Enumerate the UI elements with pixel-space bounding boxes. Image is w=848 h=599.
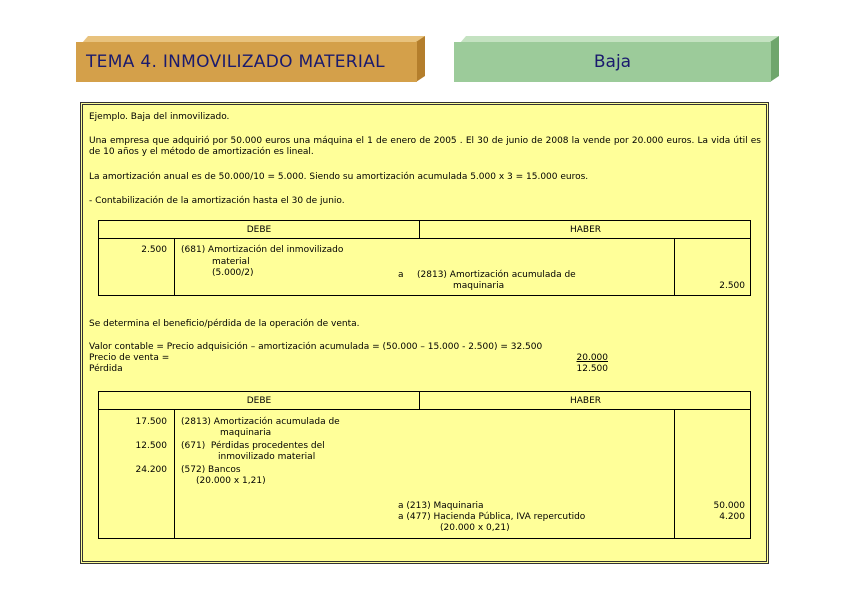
divider [674, 239, 675, 295]
debit-calc: (5.000/2) [212, 268, 254, 278]
intro-paragraph: Una empresa que adquirió por 50.000 euros una máquina el 1 de enero de 2005 . El 30 de junio de 2008 la vende por 20.000 euros. La vida útil es de 10 años y el método de amortización es lineal. [89, 136, 761, 157]
credit-account: a (477) Hacienda Pública, IVA repercutido [398, 512, 586, 522]
entry-caption: - Contabilización de la amortización hasta el 30 de junio. [89, 196, 345, 206]
debit-calc: (20.000 x 1,21) [196, 476, 266, 486]
credit-calc: (20.000 x 0,21) [440, 523, 510, 533]
credit-amount: 50.000 [713, 501, 745, 511]
banner-side [770, 36, 779, 82]
divider [419, 392, 420, 410]
credit-amount: 2.500 [719, 281, 745, 291]
result-caption: Se determina el beneficio/pérdida de la operación de venta. [89, 319, 360, 329]
table-header [99, 221, 750, 239]
debit-account-cont: maquinaria [220, 428, 272, 438]
debit-amount: 12.500 [135, 441, 167, 451]
debit-account: (681) Amortización del inmovilizado [181, 245, 344, 255]
debit-amount: 24.200 [135, 465, 167, 475]
debe-header: DEBE [246, 396, 272, 406]
loss-label: Pérdida [89, 364, 123, 374]
credit-account: (2813) Amortización acumulada de [417, 270, 576, 280]
loss-value: 12.500 [576, 364, 608, 374]
debit-account: (572) Bancos [181, 465, 241, 475]
debe-header: DEBE [246, 225, 272, 235]
credit-amount: 4.200 [719, 512, 745, 522]
credit-account-cont: maquinaria [453, 281, 505, 291]
debit-account-cont: inmovilizado material [218, 452, 316, 462]
sale-price-label: Precio de venta = [89, 353, 170, 363]
credit-account: a (213) Maquinaria [398, 501, 484, 511]
divider [174, 410, 175, 538]
section-banner [454, 36, 779, 82]
banner-side [416, 36, 425, 82]
divider [419, 221, 420, 239]
sale-price-value: 20.000 [576, 353, 608, 363]
table-header [99, 392, 750, 410]
debit-account-cont: material [212, 257, 250, 267]
debit-account: (671) Pérdidas procedentes del [181, 441, 325, 451]
section-title: Baja [454, 42, 771, 82]
journal-entry-table-2 [98, 391, 751, 539]
amortization-paragraph: La amortización anual es de 50.000/10 = 5.000. Siendo su amortización acumulada 5.000 x 3 = 15.000 euros. [89, 172, 589, 182]
divider [674, 410, 675, 538]
book-value-line: Valor contable = Precio adquisición – amortización acumulada = (50.000 – 15.000 - 2.500) = 32.500 [89, 342, 543, 352]
topic-title: TEMA 4. INMOVILIZADO MATERIAL [76, 42, 417, 82]
divider [174, 239, 175, 295]
content-panel [80, 102, 769, 564]
haber-header: HABER [569, 396, 602, 406]
debit-amount: 17.500 [135, 417, 167, 427]
journal-entry-table-1 [98, 220, 751, 296]
haber-header: HABER [569, 225, 602, 235]
a-marker: a [398, 270, 404, 280]
debit-amount: 2.500 [141, 245, 167, 255]
example-heading: Ejemplo. Baja del inmovilizado. [89, 112, 230, 122]
topic-banner [76, 36, 425, 82]
debit-account: (2813) Amortización acumulada de [181, 417, 340, 427]
